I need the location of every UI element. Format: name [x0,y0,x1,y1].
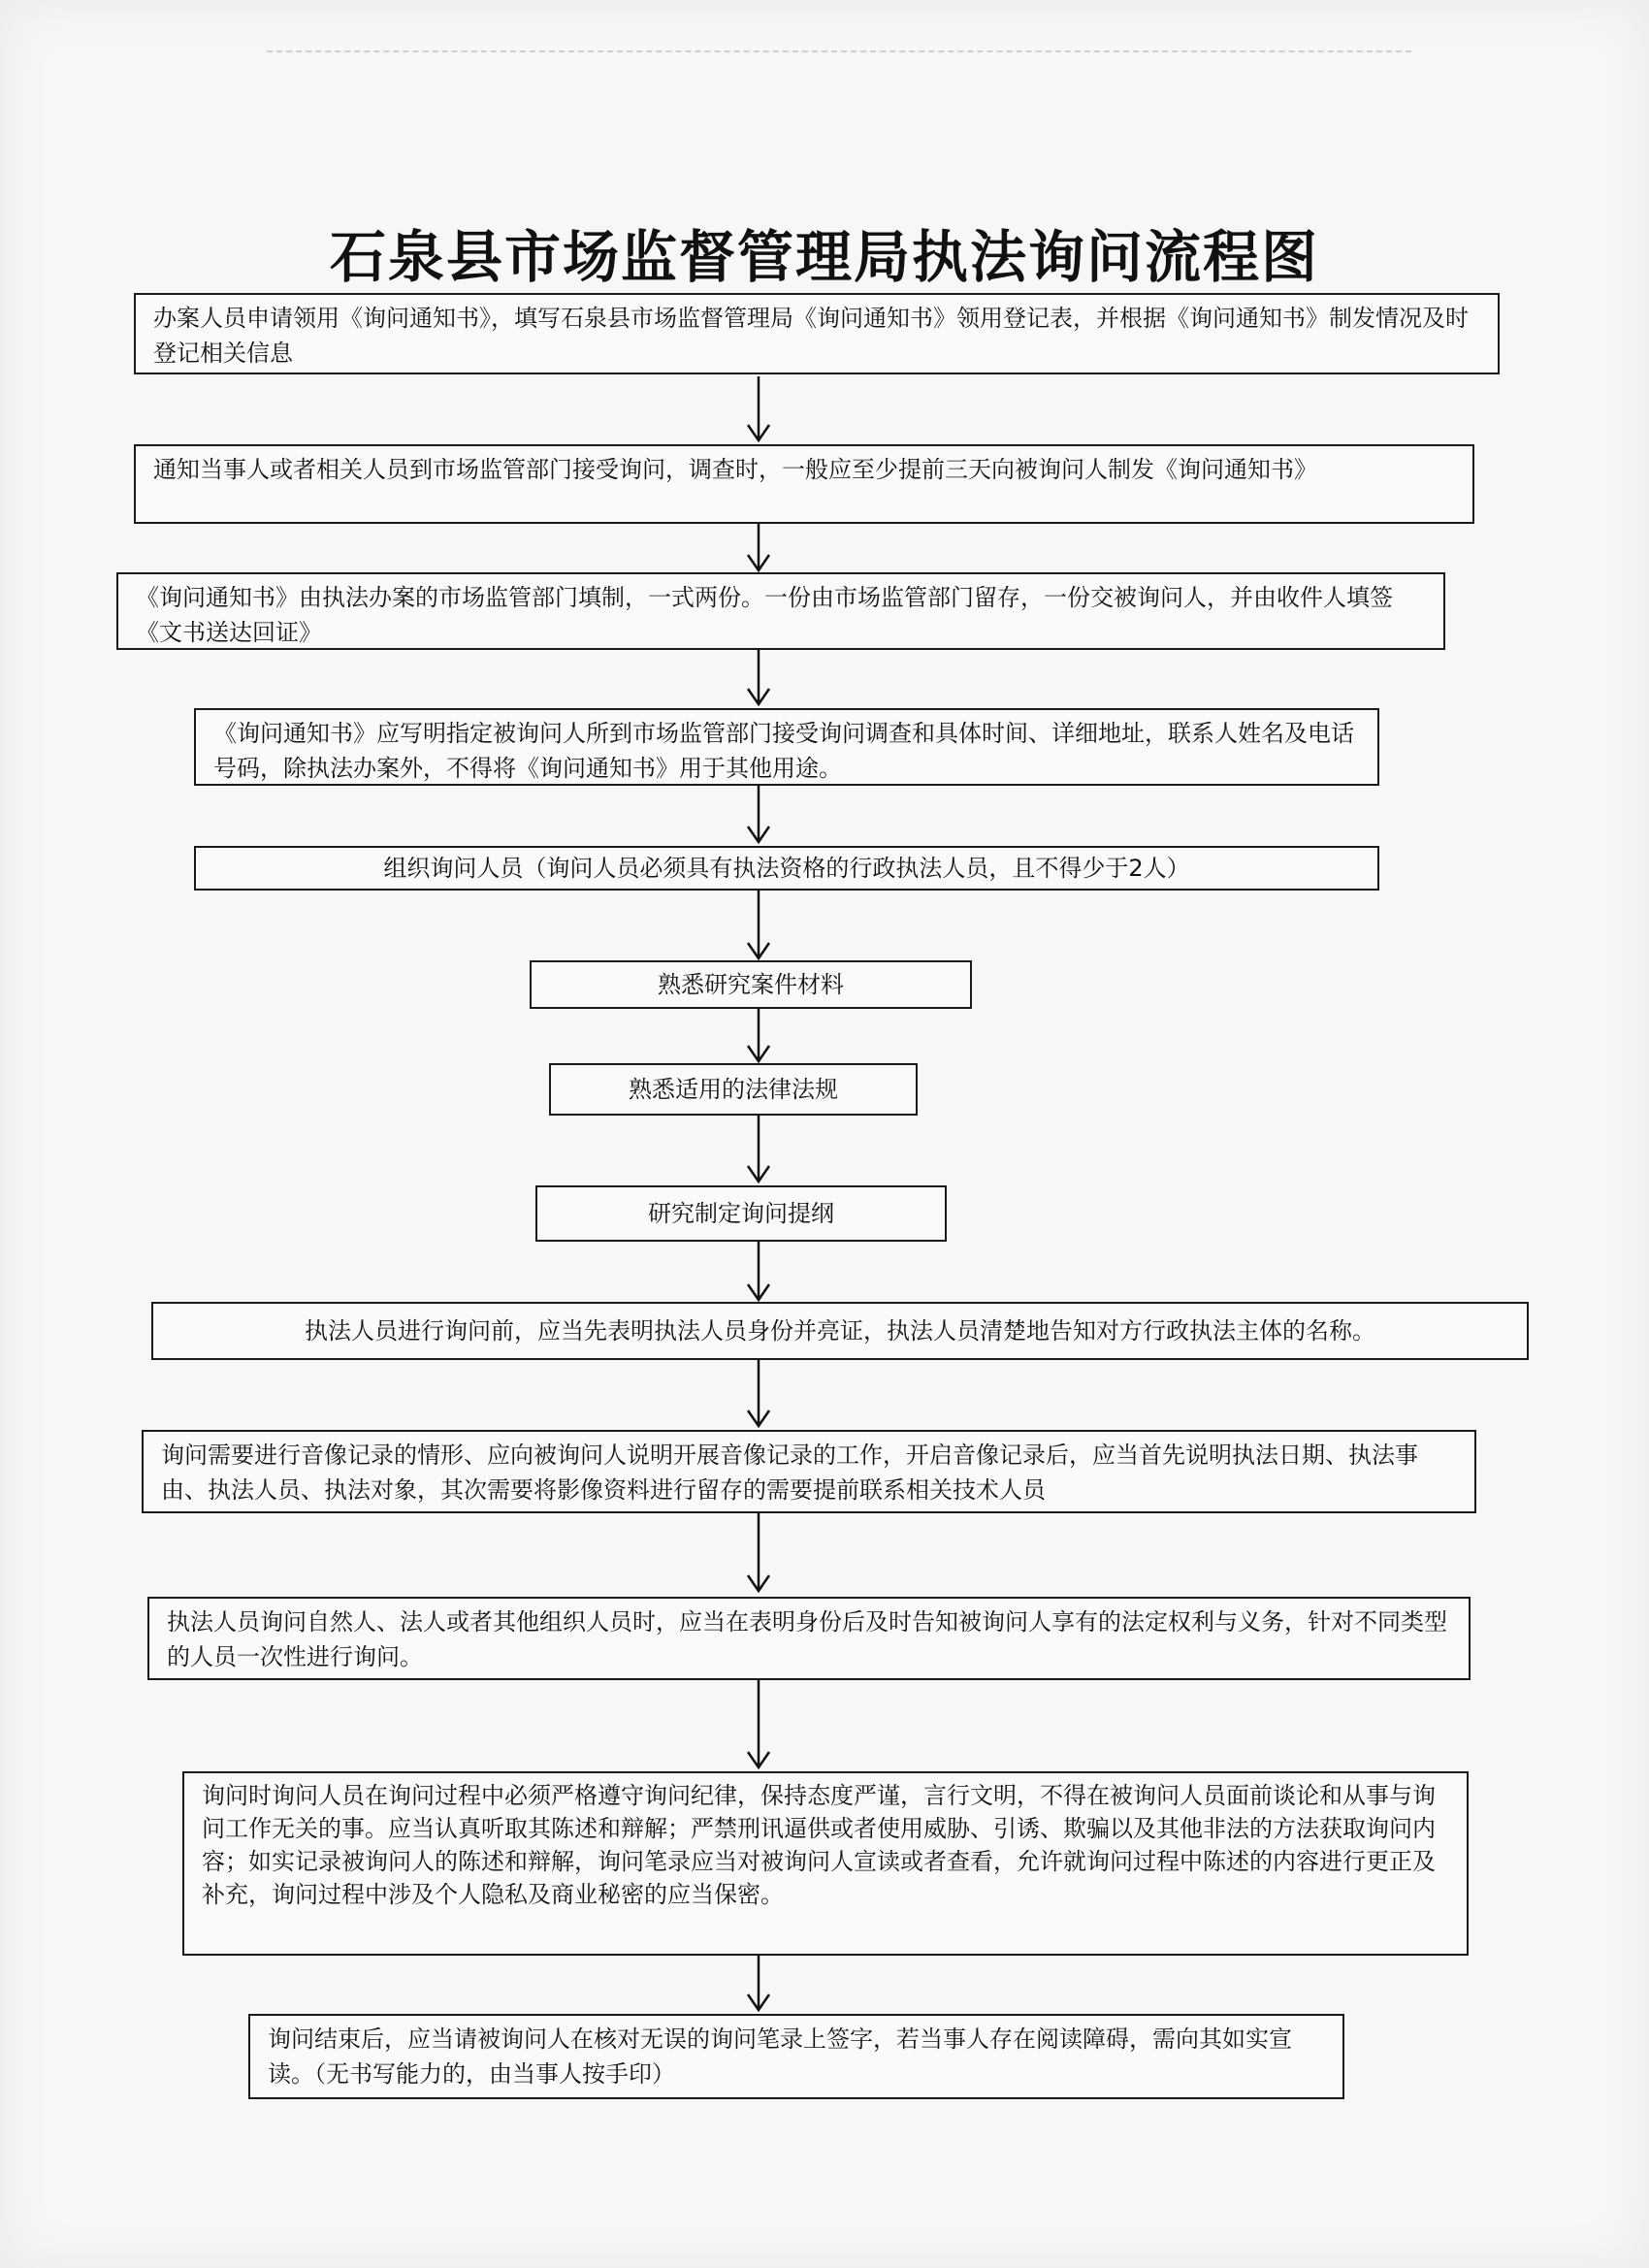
step-5-box: 组织询问人员（询问人员必须具有执法资格的行政执法人员，且不得少于2人） [194,846,1379,891]
step-2-box: 通知当事人或者相关人员到市场监管部门接受询问，调查时，一般应至少提前三天向被询问人制发《询问通知书》 [134,444,1474,524]
step-7-box: 熟悉适用的法律法规 [549,1063,918,1116]
arrow-11-icon [739,1680,778,1769]
arrow-10-icon [739,1513,778,1593]
arrow-3-icon [739,650,778,706]
arrow-6-icon [739,1009,778,1063]
step-8-box: 研究制定询问提纲 [535,1185,947,1242]
arrow-12-icon [739,1956,778,2012]
arrow-1-icon [739,376,778,442]
step-11-box: 执法人员询问自然人、法人或者其他组织人员时，应当在表明身份后及时告知被询问人享有的法定权利与义务，针对不同类型的人员一次性进行询问。 [147,1597,1471,1680]
page-title: 石泉县市场监督管理局执法询问流程图 [329,224,1319,290]
arrow-7-icon [739,1116,778,1183]
arrow-5-icon [739,891,778,960]
step-6-box: 熟悉研究案件材料 [530,960,972,1009]
step-3-box: 《询问通知书》由执法办案的市场监管部门填制，一式两份。一份由市场监管部门留存，一份交被询问人，并由收件人填签《文书送达回证》 [116,572,1445,650]
scan-top-line [267,50,1411,52]
step-10-box: 询问需要进行音像记录的情形、应向被询问人说明开展音像记录的工作，开启音像记录后，应当首先说明执法日期、执法事由、执法人员、执法对象，其次需要将影像资料进行留存的需要提前联系相关技术人员 [142,1430,1476,1513]
arrow-2-icon [739,524,778,572]
step-9-box: 执法人员进行询问前，应当先表明执法人员身份并亮证，执法人员清楚地告知对方行政执法主体的名称。 [151,1302,1529,1360]
arrow-8-icon [739,1242,778,1302]
arrow-9-icon [739,1360,778,1428]
step-12-box: 询问时询问人员在询问过程中必须严格遵守询问纪律，保持态度严谨，言行文明，不得在被询问人员面前谈论和从事与询问工作无关的事。应当认真听取其陈述和辩解；严禁刑讯逼供或者使用威胁、引诱、欺骗以及其他非法的方法获取询问内容；如实记录被询问人的陈述和辩解，询问笔录应当对被询问人宣读或者查看，允许就询问过程中陈述的内容进行更正及补充，询问过程中涉及个人隐私及商业秘密的应当保密。 [182,1771,1469,1956]
arrow-4-icon [739,786,778,844]
step-13-box: 询问结束后，应当请被询问人在核对无误的询问笔录上签字，若当事人存在阅读障碍，需向其如实宣读。（无书写能力的，由当事人按手印） [248,2014,1344,2099]
step-4-box: 《询问通知书》应写明指定被询问人所到市场监管部门接受询问调查和具体时间、详细地址，联系人姓名及电话号码，除执法办案外，不得将《询问通知书》用于其他用途。 [194,708,1379,786]
step-1-box: 办案人员申请领用《询问通知书》，填写石泉县市场监督管理局《询问通知书》领用登记表，并根据《询问通知书》制发情况及时登记相关信息 [134,293,1500,374]
